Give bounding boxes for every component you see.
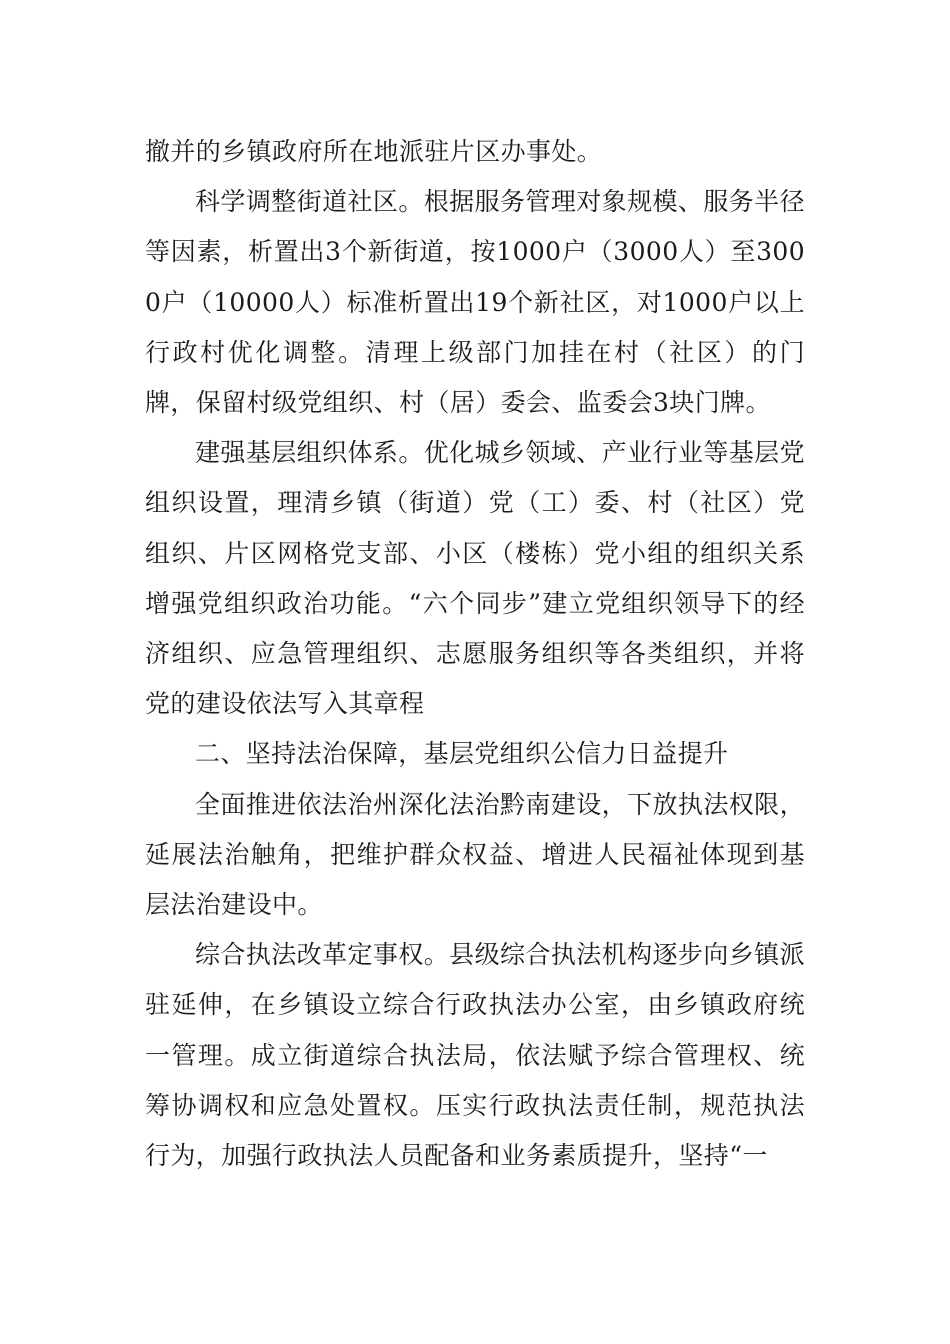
paragraph-street-community-adjustment: 科学调整街道社区。根据服务管理对象规模、服务半径等因素，析置出3个新街道，按1000户（3000人）至3000户（10000人）标准析置出19个新社区，对1000户以上行政村优化调整。清理上级部门加挂在村（社区）的门牌，保留村级党组织、村（居）委会、监委会3块门牌。 bbox=[145, 187, 805, 418]
paragraph-comprehensive-enforcement: 综合执法改革定事权。县级综合执法机构逐步向乡镇派驻延伸，在乡镇设立综合行政执法办公室，由乡镇政府统一管理。成立街道综合执法局，依法赋予综合管理权、统筹协调权和应急处置权。压实行政执法责任制，规范执法行为，加强行政执法人员配备和业务素质提升，坚持“一 bbox=[145, 940, 805, 1171]
section-heading-rule-of-law: 二、坚持法治保障，基层党组织公信力日益提升 bbox=[195, 739, 729, 769]
paragraph-grassroots-organization: 建强基层组织体系。优化城乡领域、产业行业等基层党组织设置，理清乡镇（街道）党（工）委、村（社区）党组织、片区网格党支部、小区（楼栋）党小组的组织关系增强党组织政治功能。“六个同步”建立党组织领导下的经济组织、应急管理组织、志愿服务组织等各类组织，并将党的建设依法写入其章程 bbox=[145, 438, 805, 719]
document-body bbox=[145, 127, 805, 1181]
paragraph-continuation: 撤并的乡镇政府所在地派驻片区办事处。 bbox=[145, 137, 603, 166]
paragraph-rule-of-law-overview: 全面推进依法治州深化法治黔南建设，下放执法权限，延展法治触角，把维护群众权益、增进人民福祉体现到基层法治建设中。 bbox=[145, 789, 805, 920]
